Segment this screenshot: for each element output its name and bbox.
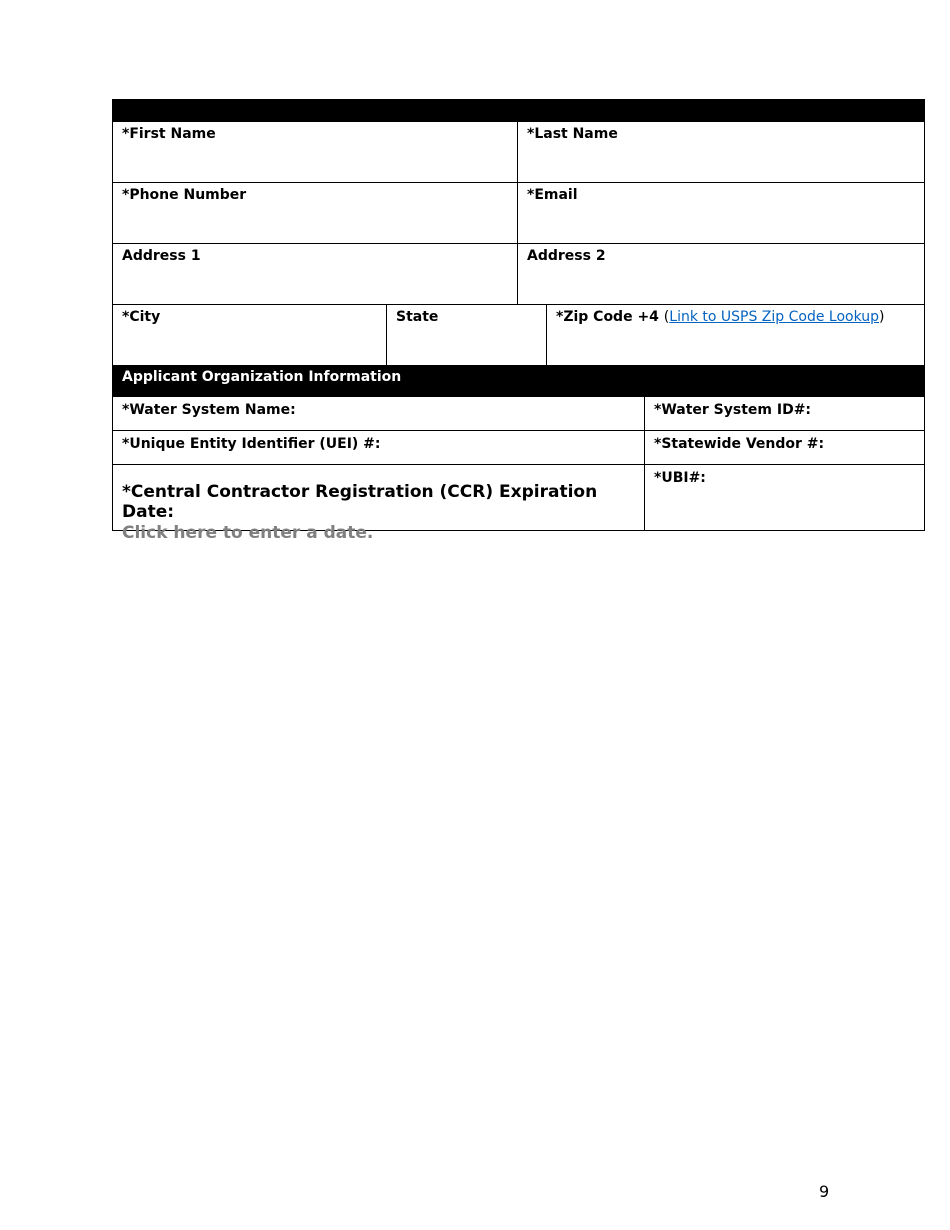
contact-header-bar <box>113 99 924 122</box>
address-2-field[interactable] <box>517 244 924 304</box>
city-field[interactable] <box>113 305 386 365</box>
water-system-id-label: *Water System ID#: <box>654 402 812 418</box>
first-name-field[interactable] <box>113 122 517 182</box>
water-system-name-field[interactable] <box>113 397 644 430</box>
phone-number-label: *Phone Number <box>122 187 247 203</box>
zip-paren-close: ) <box>879 309 885 325</box>
phone-email-row <box>113 183 924 244</box>
organization-section-title: Applicant Organization Information <box>122 369 402 385</box>
last-name-field[interactable] <box>517 122 924 182</box>
ccr-date-picker[interactable]: Click here to enter a date. <box>122 523 374 543</box>
ccr-expiration-field <box>113 465 644 543</box>
uei-vendor-row <box>113 431 924 465</box>
water-system-name-label: *Water System Name: <box>122 402 296 418</box>
water-system-row <box>113 397 924 431</box>
statewide-vendor-label: *Statewide Vendor #: <box>654 436 825 452</box>
uei-field[interactable] <box>113 431 644 464</box>
email-field[interactable] <box>517 183 924 243</box>
address-2-label: Address 2 <box>527 248 606 264</box>
water-system-id-field[interactable] <box>644 397 924 430</box>
address-row <box>113 244 924 305</box>
state-label: State <box>396 309 439 325</box>
address-1-field[interactable] <box>113 244 517 304</box>
zip-code-label: *Zip Code +4 <box>556 309 659 325</box>
city-label: *City <box>122 309 161 325</box>
usps-zip-lookup-link[interactable]: Link to USPS Zip Code Lookup <box>669 309 880 325</box>
city-state-zip-row <box>113 305 924 366</box>
last-name-label: *Last Name <box>527 126 618 142</box>
zip-code-field[interactable] <box>546 305 924 365</box>
ccr-expiration-label: *Central Contractor Registration (CCR) Expiration Date: <box>122 482 598 522</box>
zip-paren-open: ( <box>663 309 670 325</box>
ccr-ubi-row <box>113 465 924 543</box>
uei-label: *Unique Entity Identifier (UEI) #: <box>122 436 381 452</box>
ubi-label: *UBI#: <box>654 470 706 486</box>
state-field[interactable] <box>386 305 546 365</box>
statewide-vendor-field[interactable] <box>644 431 924 464</box>
name-row <box>113 122 924 183</box>
email-label: *Email <box>527 187 578 203</box>
applicant-form <box>112 99 925 543</box>
organization-section-header <box>113 366 924 397</box>
page-number: 9 <box>819 1182 830 1201</box>
address-1-label: Address 1 <box>122 248 201 264</box>
phone-number-field[interactable] <box>113 183 517 243</box>
ubi-field[interactable] <box>644 465 924 530</box>
first-name-label: *First Name <box>122 126 216 142</box>
